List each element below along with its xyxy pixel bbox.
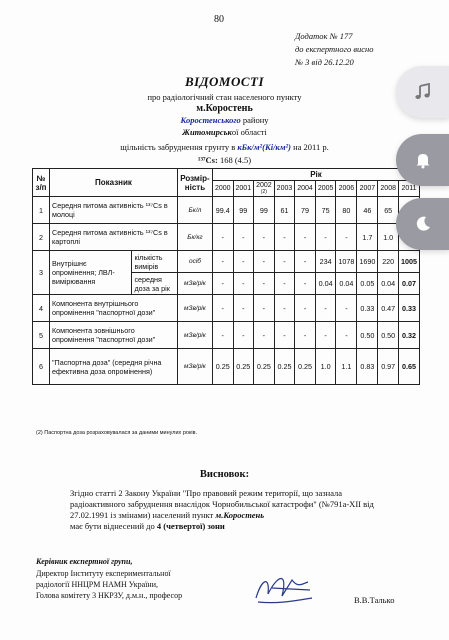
- value-cell: -: [233, 273, 254, 295]
- row-label: Компонента зовнішнього опромінення "паспортної дози": [50, 322, 178, 349]
- value-cell: -: [254, 273, 275, 295]
- row-number: 6: [33, 349, 50, 385]
- value-cell: -: [336, 322, 357, 349]
- row-unit: осіб: [177, 251, 212, 273]
- value-cell: 1078: [336, 251, 357, 273]
- value-cell: 0.25: [274, 349, 295, 385]
- row-number: 2: [33, 224, 50, 251]
- year-cell: [378, 181, 399, 197]
- year-cell: [212, 181, 233, 197]
- value-cell: -: [315, 224, 336, 251]
- value-cell: 0.50: [357, 322, 378, 349]
- value-cell: 46: [357, 197, 378, 224]
- value-cell: 1.1: [336, 349, 357, 385]
- row-unit: мЗв/рік: [177, 322, 212, 349]
- value-cell: -: [274, 251, 295, 273]
- row-unit: Бк/л: [177, 197, 212, 224]
- conclusion-line-2: радіоактивного забруднення внаслідок Чорнобильської катастрофи" (№791а-XII від: [70, 499, 374, 509]
- value-cell: 0.05: [357, 273, 378, 295]
- music-note-icon: [414, 83, 432, 101]
- year-label: 2004: [297, 185, 313, 192]
- row-label: "Паспортна доза" (середня річна ефективна доза опромінення): [50, 349, 178, 385]
- value-cell: 0.04: [378, 273, 399, 295]
- row-sublabel: кількість вимірів: [132, 251, 178, 273]
- value-cell: 0.97: [378, 349, 399, 385]
- row-number: 1: [33, 197, 50, 224]
- value-cell: -: [295, 224, 316, 251]
- value-cell: 0.47: [378, 295, 399, 322]
- year-cell: [295, 181, 316, 197]
- value-cell: -: [295, 273, 316, 295]
- row-number: 3: [33, 251, 50, 295]
- conclusion-line-3a: 27.02.1991 із змінами) населений пункт: [70, 510, 216, 520]
- year-label: 2006: [338, 185, 355, 192]
- value-cell: 1.0: [315, 349, 336, 385]
- value-cell: -: [212, 251, 233, 273]
- value-cell: 1690: [357, 251, 378, 273]
- value-cell: -: [233, 251, 254, 273]
- value-cell: -: [274, 295, 295, 322]
- row-label: Внутрішнє опромінення; ЛВЛ-вимірювання: [50, 251, 132, 295]
- value-cell: 0.33: [357, 295, 378, 322]
- row-unit: мЗв/рік: [177, 349, 212, 385]
- value-cell: -: [295, 251, 316, 273]
- year-cell: [254, 181, 275, 197]
- year-label: 2011: [401, 185, 417, 192]
- year-cell: [315, 181, 336, 197]
- conclusion-place: м.Коростень: [215, 510, 265, 520]
- region-suffix: ої області: [231, 127, 267, 137]
- signature-line-1: Директор Інституту експериментальної: [36, 569, 171, 578]
- year-cell: [233, 181, 254, 197]
- value-cell: 0.07: [398, 273, 419, 295]
- value-cell: -: [212, 273, 233, 295]
- year-label: 2008: [380, 185, 396, 192]
- place-name: м.Коростень: [196, 103, 253, 114]
- addendum-line-2: до експертного висно: [295, 44, 374, 54]
- region-line: [0, 127, 449, 137]
- row-label: Середня питома активність ¹³⁷Cs в молоці: [50, 197, 178, 224]
- conclusion-line-4: [70, 521, 374, 532]
- year-note: (2): [260, 189, 267, 195]
- density-suffix: на 2011 р.: [290, 142, 329, 152]
- district-line: [0, 115, 449, 125]
- page-number: 80: [214, 14, 224, 25]
- row-number: 4: [33, 295, 50, 322]
- value-cell: -: [233, 295, 254, 322]
- addendum-block: [295, 30, 374, 69]
- value-cell: 99: [233, 197, 254, 224]
- year-label: 2007: [359, 185, 376, 192]
- conclusion-line-4a: має бути віднесений до: [70, 521, 157, 531]
- table-row: [33, 197, 420, 224]
- row-unit: мЗв/рік: [177, 273, 212, 295]
- cesium-line: [0, 155, 449, 165]
- table-row: [33, 224, 420, 251]
- value-cell: 99.4: [212, 197, 233, 224]
- value-cell: 99: [254, 197, 275, 224]
- signatory-name: В.В.Талько: [354, 595, 395, 605]
- value-cell: 0.04: [336, 273, 357, 295]
- value-cell: 1005: [398, 251, 419, 273]
- year-label: 2002: [256, 182, 272, 189]
- value-cell: -: [295, 295, 316, 322]
- addendum-line-3: № 3 від 26.12.20: [295, 57, 354, 67]
- value-cell: -: [274, 322, 295, 349]
- conclusion-line-1: Згідно статті 2 Закону України "Про правовий режим території, що зазнала: [70, 488, 343, 498]
- year-cell: [357, 181, 378, 197]
- value-cell: 61: [274, 197, 295, 224]
- value-cell: -: [212, 224, 233, 251]
- row-sublabel: середня доза за рік: [132, 273, 178, 295]
- dark-mode-control-button[interactable]: [396, 198, 449, 250]
- cesium-label: ¹³⁷Cs:: [197, 155, 218, 165]
- year-label: 2003: [276, 185, 293, 192]
- signature-role: Керівник експертної групи,: [36, 557, 133, 566]
- value-cell: 1.0: [378, 224, 399, 251]
- value-cell: 0.33: [398, 295, 419, 322]
- value-cell: 75: [315, 197, 336, 224]
- year-label: 2000: [214, 185, 231, 192]
- value-cell: -: [336, 224, 357, 251]
- density-line: [0, 142, 449, 152]
- value-cell: 79: [295, 197, 316, 224]
- value-cell: 80: [336, 197, 357, 224]
- district-suffix: району: [240, 115, 269, 125]
- radiology-table: [32, 168, 420, 385]
- value-cell: 0.50: [378, 322, 399, 349]
- table-row: [33, 349, 420, 385]
- conclusion-title: Висновок:: [199, 469, 250, 480]
- value-cell: -: [315, 322, 336, 349]
- value-cell: 220: [378, 251, 399, 273]
- value-cell: -: [274, 224, 295, 251]
- value-cell: 0.25: [212, 349, 233, 385]
- district-name: Коростенського: [180, 115, 241, 125]
- conclusion-text: [70, 488, 374, 532]
- region-name: Житомирськ: [182, 127, 232, 137]
- value-cell: -: [254, 224, 275, 251]
- value-cell: 234: [315, 251, 336, 273]
- value-cell: 65: [378, 197, 399, 224]
- notification-control-button[interactable]: [396, 134, 449, 186]
- value-cell: 1.7: [357, 224, 378, 251]
- table-row: [33, 322, 420, 349]
- value-cell: -: [254, 322, 275, 349]
- value-cell: -: [233, 322, 254, 349]
- header-indicator: Показник: [50, 169, 178, 197]
- value-cell: 0.25: [254, 349, 275, 385]
- header-unit: Розмір-ність: [177, 169, 212, 197]
- value-cell: -: [274, 273, 295, 295]
- value-cell: -: [254, 295, 275, 322]
- value-cell: -: [254, 251, 275, 273]
- footnote: (2) Паспортна доза розраховувалася за даними минулих років.: [36, 430, 198, 436]
- addendum-line-1: Додаток № 177: [295, 31, 353, 41]
- signature-line-3: Голова комітету 3 НКРЗУ, д.м.н., професор: [36, 591, 183, 600]
- value-cell: 0.65: [398, 349, 419, 385]
- year-label: 2001: [235, 185, 252, 192]
- value-cell: -: [336, 295, 357, 322]
- header-year: Рік: [212, 169, 419, 181]
- conclusion-zone: 4 (четвертої) зони: [156, 521, 225, 531]
- value-cell: -: [233, 224, 254, 251]
- header-number: № з/п: [33, 169, 50, 197]
- cesium-value: 168 (4.5): [219, 155, 252, 165]
- conclusion-line-3: [70, 510, 374, 521]
- signature-line-2: радіології ННЦРМ НАМН України,: [36, 580, 158, 589]
- value-cell: 0.04: [315, 273, 336, 295]
- moon-icon: [414, 215, 432, 233]
- table-row: [33, 251, 420, 273]
- value-cell: -: [212, 295, 233, 322]
- music-control-button[interactable]: [396, 66, 449, 118]
- table-body: [33, 197, 420, 385]
- handwritten-signature: [248, 568, 318, 610]
- year-cell: [274, 181, 295, 197]
- document-title: ВІДОМОСТІ: [184, 74, 265, 89]
- row-number: 5: [33, 322, 50, 349]
- year-label: 2005: [317, 185, 334, 192]
- value-cell: 0.25: [233, 349, 254, 385]
- table-row: [33, 295, 420, 322]
- value-cell: 0.83: [357, 349, 378, 385]
- value-cell: 0.32: [398, 322, 419, 349]
- row-unit: Бк/кг: [177, 224, 212, 251]
- value-cell: -: [212, 322, 233, 349]
- row-label: Компонента внутрішнього опромінення "паспортної дози": [50, 295, 178, 322]
- year-cell: [336, 181, 357, 197]
- density-unit: кБк/м²(Кі/км²): [237, 142, 291, 152]
- value-cell: 0.25: [295, 349, 316, 385]
- density-prefix: щільність забруднення грунту в: [120, 142, 238, 152]
- bell-icon: [414, 151, 432, 169]
- row-label: Середня питома активність ¹³⁷Cs в картоплі: [50, 224, 178, 251]
- value-cell: -: [315, 295, 336, 322]
- signature-details: [36, 568, 182, 601]
- row-unit: мЗв/рік: [177, 295, 212, 322]
- subtitle: про радіологічний стан населеного пункту: [147, 92, 302, 102]
- value-cell: -: [295, 322, 316, 349]
